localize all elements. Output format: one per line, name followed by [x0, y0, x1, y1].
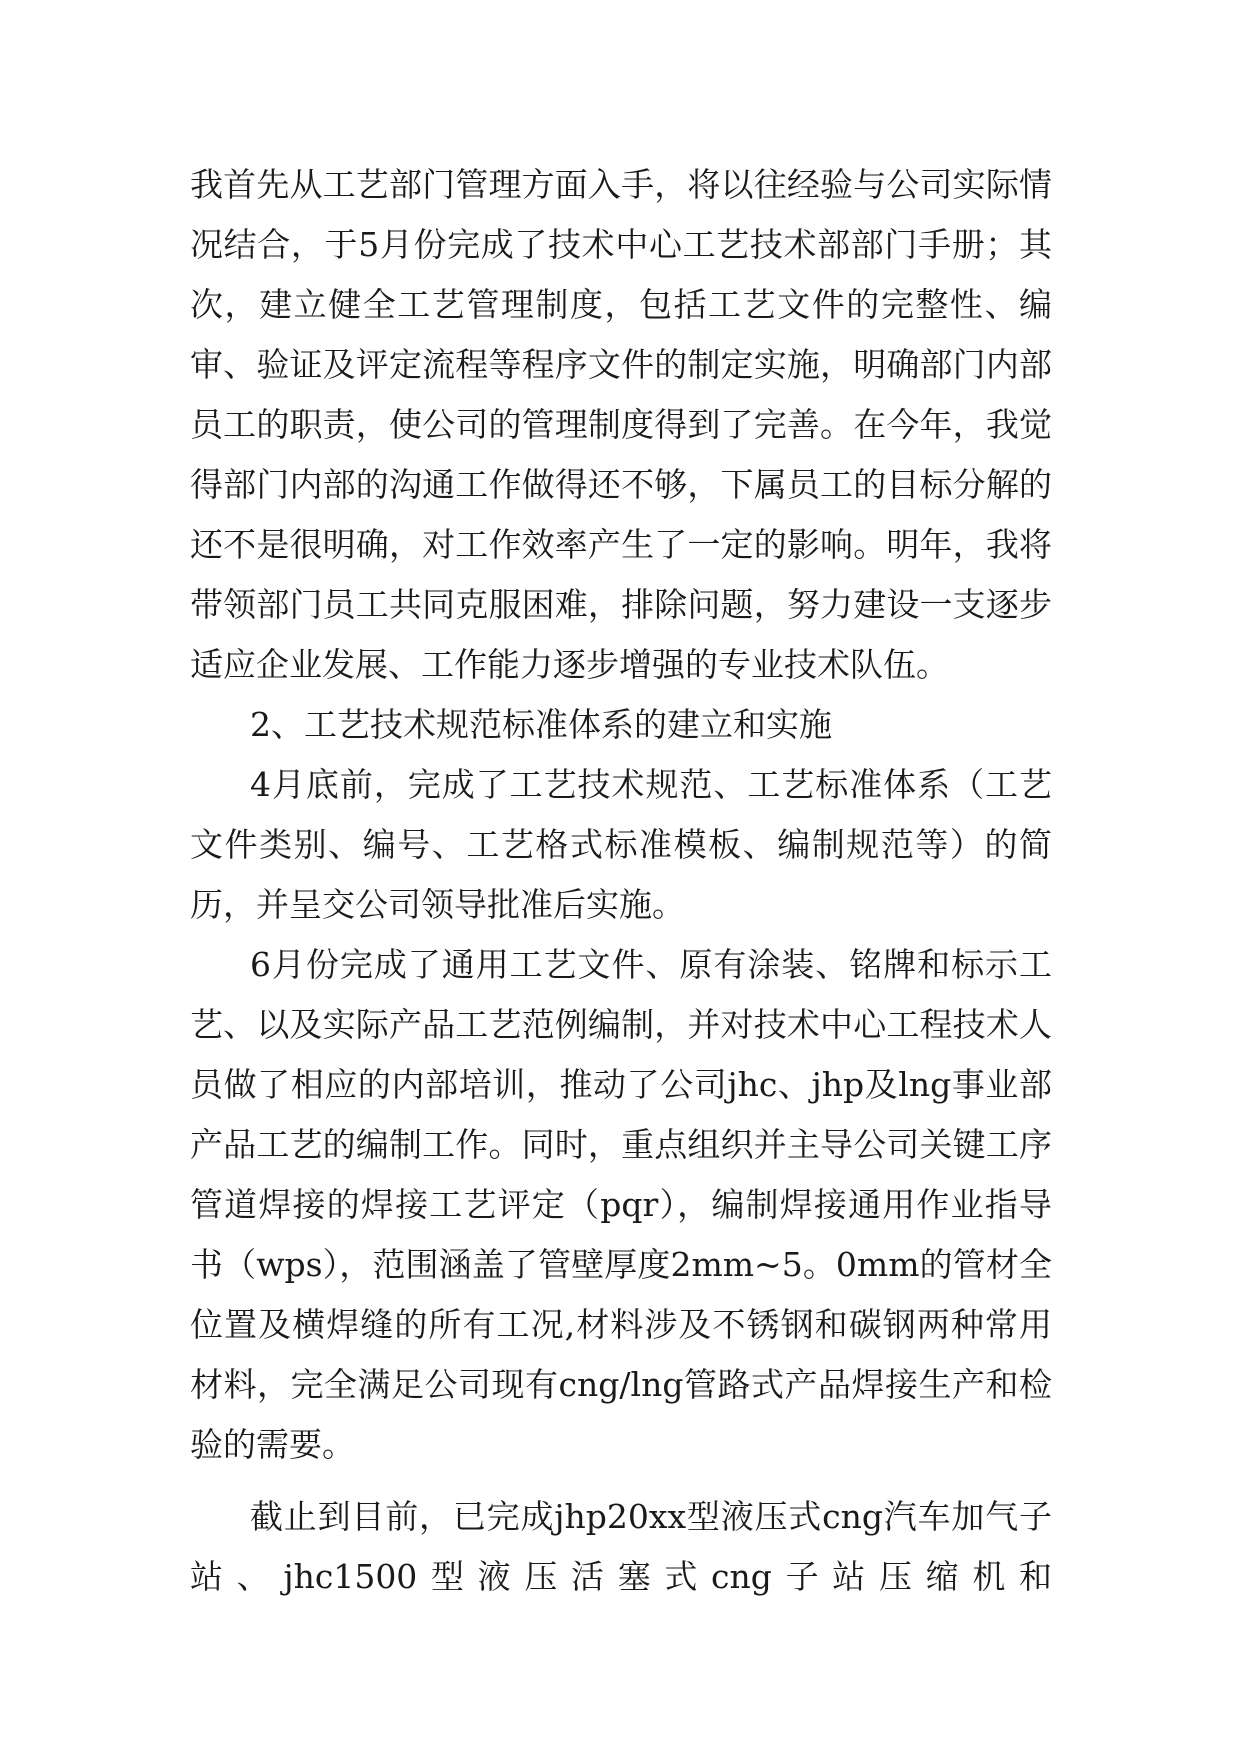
paragraph-april-standards: 4月底前，完成了工艺技术规范、工艺标准体系（工艺文件类别、编号、工艺格式标准模板、编制规范等）的简历，并呈交公司领导批准后实施。: [190, 765, 1052, 924]
paragraph-june-process-files: 6月份完成了通用工艺文件、原有涂装、铭牌和标示工艺、以及实际产品工艺范例编制，并对技术中心工程技术人员做了相应的内部培训，推动了公司jhc、jhp及lng事业部产品工艺的编制工作。同时，重点组织并主导公司关键工序管道焊接的焊接工艺评定（pqr），编制焊接通用作业指导书（wps），范围涵盖了管壁厚度2mm~5。0mm的管材全位置及横焊缝的所有工况,材料涉及不锈钢和碳钢两种常用材料，完全满足公司现有cng/lng管路式产品焊接生产和检验的需要。: [190, 945, 1052, 1464]
paragraph-department-management: 我首先从工艺部门管理方面入手，将以往经验与公司实际情况结合，于5月份完成了技术中心工艺技术部部门手册；其次，建立健全工艺管理制度，包括工艺文件的完整性、编审、验证及评定流程等程序文件的制定实施，明确部门内部员工的职责，使公司的管理制度得到了完善。在今年，我觉得部门内部的沟通工作做得还不够，下属员工的目标分解的还不是很明确，对工作效率产生了一定的影响。明年，我将带领部门员工共同克服困难，排除问题，努力建设一支逐步适应企业发展、工作能力逐步增强的专业技术队伍。: [190, 165, 1052, 684]
document-body: [190, 155, 1052, 1607]
paragraph-completed-products: 截止到目前，已完成jhp20xx型液压式cng汽车加气子站、jhc1500型液压活塞式cng子站压缩机和: [190, 1497, 1052, 1596]
paragraph-spacer: [190, 1475, 1052, 1487]
section-heading-process-standards: 2、工艺技术规范标准体系的建立和实施: [250, 705, 832, 744]
